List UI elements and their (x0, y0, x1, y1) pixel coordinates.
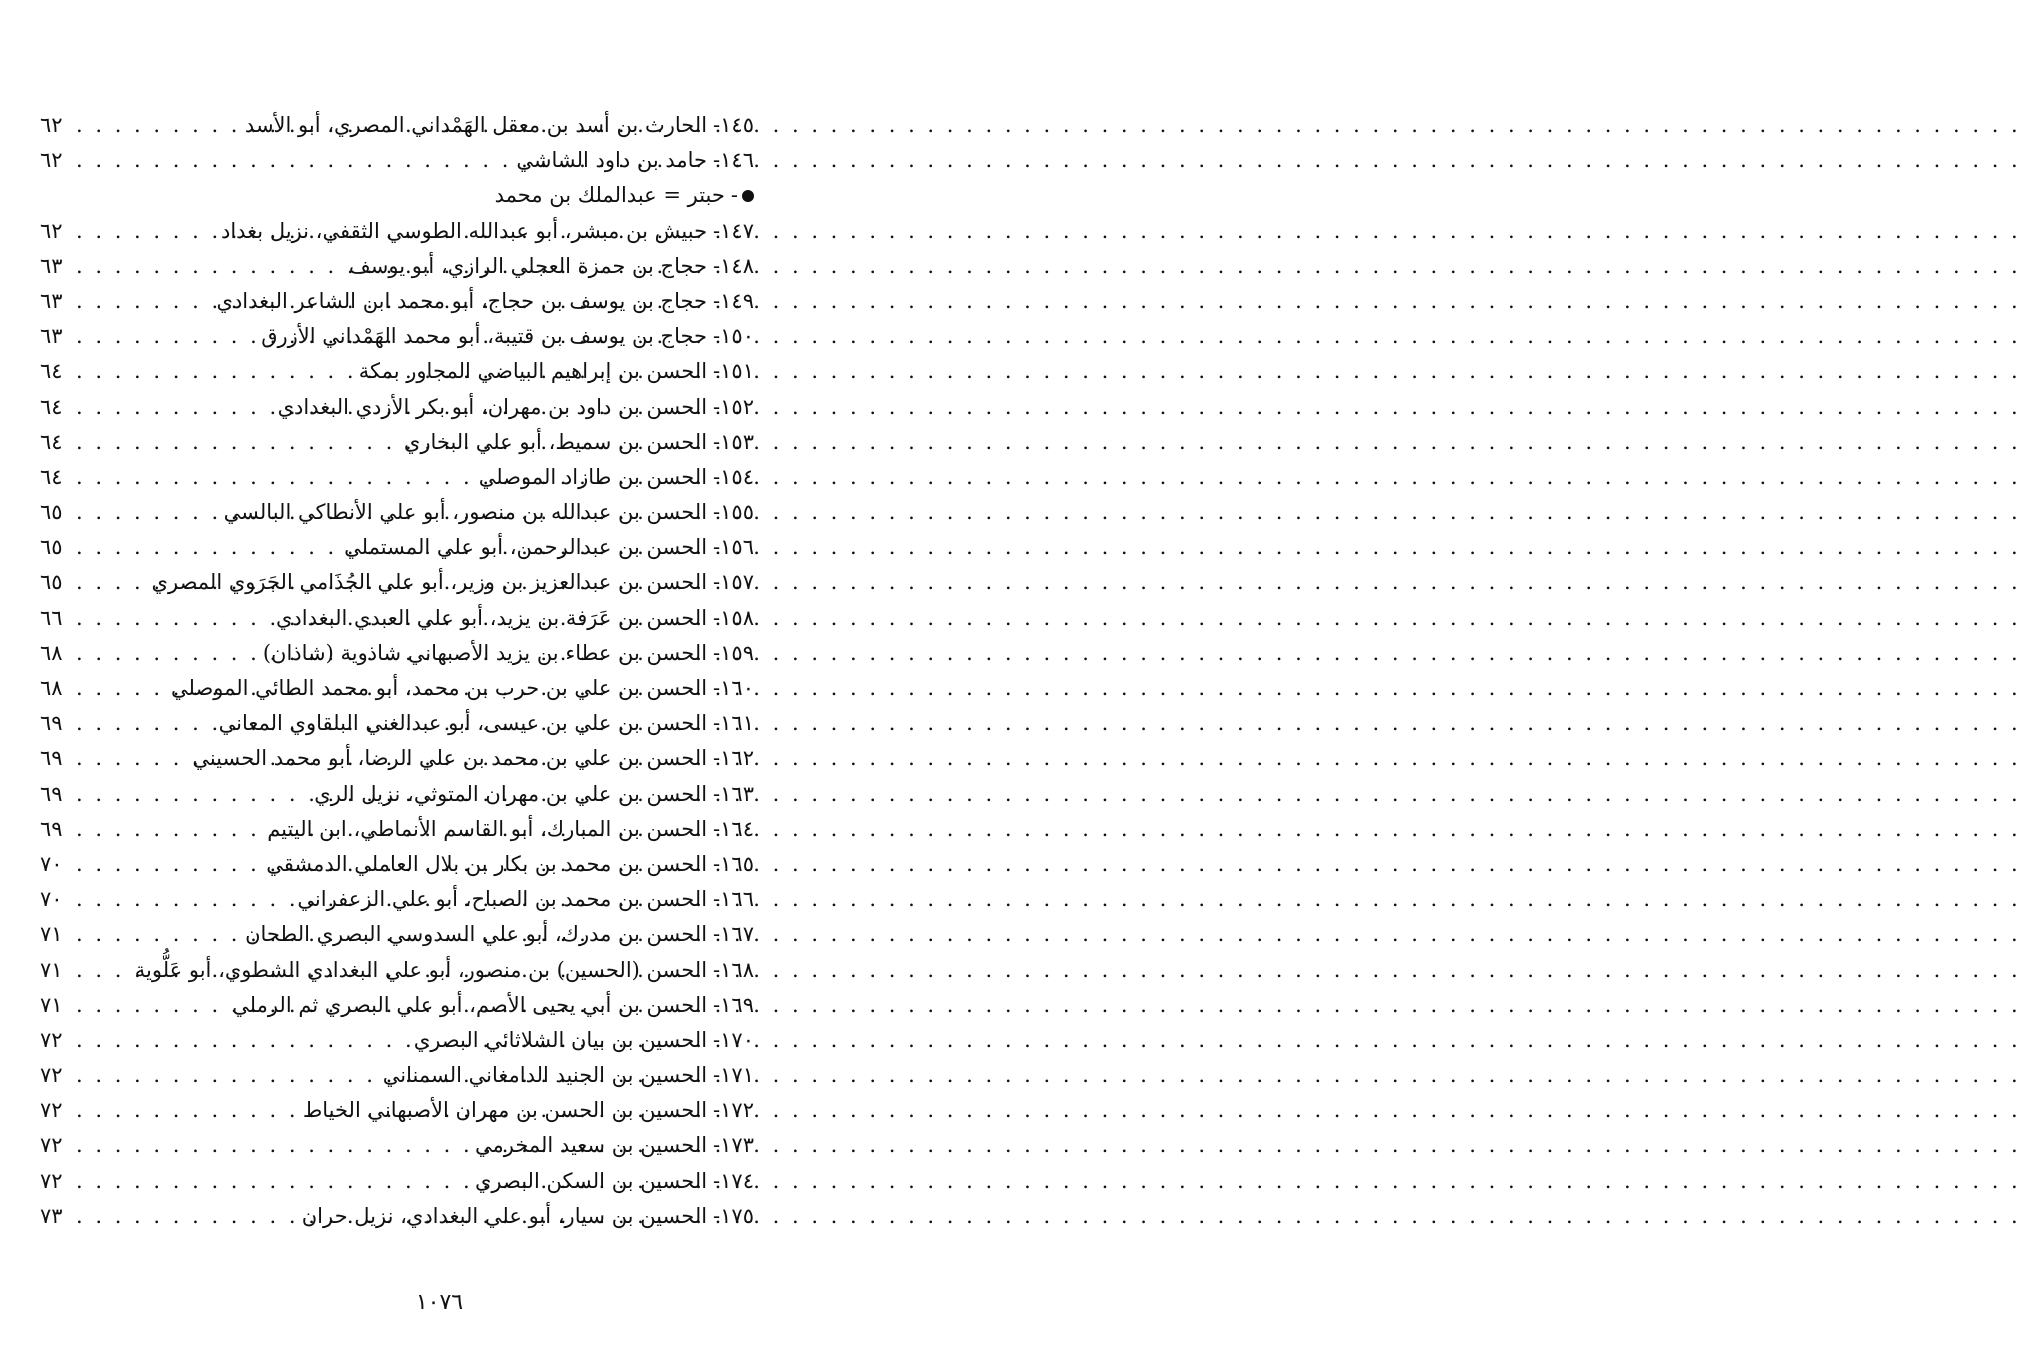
dot-leader (76, 214, 215, 249)
dot-leader (76, 143, 510, 178)
entry-page-number: ٦٢ (40, 113, 63, 137)
toc-entry (40, 249, 754, 284)
entry-page-number: ٧١ (40, 922, 63, 947)
dot-leader (76, 953, 129, 988)
entry-title: الحسين بن سعيد المخرمي (474, 1133, 708, 1158)
entry-title: الحسن بن علي بن مهران المتوثي، نزيل الري (314, 781, 708, 806)
entry-page-number: ٦٣ (40, 324, 63, 349)
entry-number: ١٥٥- (713, 500, 754, 525)
entry-title: الحسن (الحسين) بن منصور، أبو علي البغدادي الشطوي، أبو عَلُّوية (134, 957, 708, 982)
toc-entry (40, 143, 754, 178)
entry-number: ١٦٢- (713, 746, 754, 771)
toc-entry (40, 319, 754, 354)
entry-title: الحسن بن داود بن مهران، أبو بكر الأزدي البغدادي (277, 394, 708, 419)
entry-number: ١٤٧- (713, 218, 754, 243)
entry-number: ١٥٩- (713, 640, 754, 665)
entry-title: الحسين بن الحسن بن مهران الأصبهاني الخياط (302, 1098, 708, 1123)
entry-page-number: ٦٨ (40, 676, 63, 700)
toc-entry (40, 1128, 754, 1163)
document-page (0, 0, 879, 1371)
entry-page-number: ٦٣ (40, 288, 63, 313)
entry-page-number: ٦٨ (40, 640, 63, 665)
dot-leader (76, 1023, 408, 1058)
entry-title: الحسن بن محمد بن بكار بن بلال العاملي الدمشقي (266, 851, 708, 876)
entry-number: ١٥٨- (713, 605, 754, 630)
entry-dash: - (730, 183, 738, 208)
bullet-icon (742, 190, 754, 202)
toc-entry (40, 882, 754, 917)
dot-leader (76, 1128, 469, 1163)
entry-number: ١٦٤- (713, 816, 754, 841)
entry-number: ١٤٩- (713, 288, 754, 313)
entry-page-number: ٧٠ (40, 851, 63, 876)
entry-title: الحسن بن طازاد الموصلي (478, 464, 708, 489)
dot-leader (76, 390, 272, 425)
entry-page-number: ٧٢ (40, 1133, 63, 1158)
entry-page-number: ٦٢ (40, 148, 63, 173)
entry-number: ١٦٣- (713, 781, 754, 806)
entry-number: ١٧٥- (713, 1203, 754, 1228)
toc-entry (40, 1093, 754, 1128)
entry-page-number: ٧٢ (40, 1027, 63, 1052)
dot-leader (76, 636, 257, 671)
toc-entry (40, 108, 754, 143)
entry-title: حبيش بن مبشر، أبو عبدالله الطوسي الثقفي، نزيل بغداد (220, 218, 708, 243)
dot-leader (76, 1093, 297, 1128)
entry-title: الحسن بن علي بن محمد بن علي الرضا، أبو محمد الحسيني (192, 746, 708, 771)
toc-entry (40, 812, 754, 847)
entry-number: ١٥٤- (713, 464, 754, 489)
toc-entry (40, 706, 754, 741)
entry-page-number: ٦٩ (40, 781, 63, 806)
entry-number: ١٤٨- (713, 253, 754, 278)
entry-page-number: ٦٥ (40, 570, 63, 595)
entry-page-number: ٦٩ (40, 746, 63, 771)
dot-leader (76, 319, 255, 354)
toc-entry (40, 530, 754, 565)
entry-title: الحارث بن أسد بن معقل الهَمْداني المصري، أبو الأسد (244, 113, 708, 137)
entry-page-number: ٧١ (40, 992, 63, 1017)
entry-title: حجاج بن يوسف بن قتيبة، أبو محمد الهَمْداني الأزرق (261, 324, 708, 349)
entry-page-number: ٦٥ (40, 535, 63, 560)
toc-entry (40, 777, 754, 812)
dot-leader (76, 284, 211, 319)
dot-leader (76, 847, 260, 882)
dot-leader (76, 671, 165, 706)
entry-title: الحسن بن عَرَفة بن يزيد، أبو علي العبدي البغدادي (275, 605, 708, 630)
entry-number: ١٥٠- (713, 324, 754, 349)
dot-leader (76, 1164, 469, 1199)
dot-leader (76, 741, 186, 776)
dot-leader (76, 882, 291, 917)
entry-page-number: ٦٢ (40, 218, 63, 243)
entry-number: ١٦٥- (713, 851, 754, 876)
toc-entry (40, 1023, 754, 1058)
entry-title: الحسن بن المبارك، أبو القاسم الأنماطي، ابن اليتيم (267, 816, 708, 841)
dot-leader (76, 1199, 296, 1234)
entry-title: حامد بن داود الشاشي (516, 148, 708, 173)
entry-page-number: ٦٣ (40, 253, 63, 278)
entry-title: الحسن بن إبراهيم البياضي المجاور بمكة (358, 359, 708, 384)
entry-title: الحسين بن بيان الشلاثائي البصري (413, 1027, 708, 1052)
dot-leader (76, 706, 213, 741)
entry-title: الحسن بن علي بن حرب بن محمد، أبو محمد الطائي الموصلي (171, 676, 708, 700)
entry-title: حبتر = عبدالملك بن محمد (494, 183, 725, 208)
entry-page-number: ٦٤ (40, 429, 63, 454)
entry-title: الحسين بن سيار، أبو علي البغدادي، نزيل حران (301, 1203, 708, 1228)
toc-entry (40, 917, 754, 952)
dot-leader (76, 108, 239, 143)
table-of-contents (40, 108, 754, 1234)
toc-entry (40, 214, 754, 249)
toc-entry (40, 1164, 754, 1199)
toc-entry (40, 425, 754, 460)
entry-number: ١٥٦- (713, 535, 754, 560)
toc-entry (40, 495, 754, 530)
entry-title: الحسين بن السكن البصري (474, 1168, 708, 1193)
entry-page-number: ٦٩ (40, 711, 63, 736)
toc-entry (40, 847, 754, 882)
entry-number: ١٦٨- (713, 957, 754, 982)
dot-leader (76, 530, 338, 565)
entry-number: ١٧٢- (713, 1098, 754, 1123)
dot-leader (76, 460, 473, 495)
entry-title: الحسن بن محمد بن الصباح، أبو علي الزعفراني (297, 887, 708, 912)
entry-number: ١٦٦- (713, 887, 754, 912)
entry-title: الحسن بن عطاء بن يزيد الأصبهاني شاذوية (شاذان) (262, 640, 708, 665)
entry-number: ١٥١- (713, 359, 754, 384)
dot-leader (76, 354, 353, 389)
dot-leader (76, 495, 218, 530)
entry-page-number: ٧٢ (40, 1168, 63, 1193)
entry-number: ١٦٠- (713, 676, 754, 700)
page-number: ١٠٧٦ (415, 1290, 464, 1315)
entry-title: الحسن بن عبدالله بن منصور، أبو علي الأنطاكي البالسي (223, 500, 708, 525)
entry-page-number: ٧٠ (40, 887, 63, 912)
toc-entry (40, 988, 754, 1023)
entry-page-number: ٦٤ (40, 464, 63, 489)
toc-entry (40, 284, 754, 319)
entry-page-number: ٧١ (40, 957, 63, 982)
dot-leader (76, 249, 343, 284)
entry-title: الحسن بن عبدالعزيز بن وزير، أبو علي الجُذَامي الجَرَوي المصري (151, 570, 708, 595)
entry-number: ١٦٧- (713, 922, 754, 947)
dot-leader (76, 425, 398, 460)
entry-title: الحسن بن سميط، أبو علي البخاري (403, 429, 708, 454)
toc-entry (40, 953, 754, 988)
toc-entry (40, 741, 754, 776)
entry-number: ١٦٩- (713, 992, 754, 1017)
entry-number: ١٧١- (713, 1063, 754, 1088)
entry-number: ١٥٣- (713, 429, 754, 454)
dot-leader (76, 565, 146, 600)
toc-entry (40, 390, 754, 425)
entry-page-number: ٧٢ (40, 1063, 63, 1088)
entry-page-number: ٦٦ (40, 605, 63, 630)
entry-page-number: ٦٥ (40, 500, 63, 525)
toc-entry (40, 671, 754, 706)
entry-number: ١٤٦- (713, 148, 754, 173)
entry-page-number: ٦٤ (40, 394, 63, 419)
dot-leader (76, 601, 270, 636)
dot-leader (76, 1058, 377, 1093)
entry-number: ١٧٤- (713, 1168, 754, 1193)
toc-entry (40, 1058, 754, 1093)
toc-entry (40, 1199, 754, 1234)
entry-title: حجاج بن حمزة العجلي الرازي، أبو يوسف (349, 253, 708, 278)
entry-number: ١٥٧- (713, 570, 754, 595)
entry-title: حجاج بن يوسف بن حجاج، أبو محمد ابن الشاعر البغدادي (216, 288, 708, 313)
toc-entry (40, 636, 754, 671)
entry-page-number: ٧٣ (40, 1203, 63, 1228)
dot-leader (76, 777, 308, 812)
entry-number: ١٧٣- (713, 1133, 754, 1158)
dot-leader (76, 988, 226, 1023)
entry-title: الحسن بن مدرك، أبو علي السدوسي البصري الطحان (245, 922, 708, 947)
entry-number: ١٦١- (713, 711, 754, 736)
entry-number: ١٤٥- (713, 113, 754, 137)
toc-entry (40, 565, 754, 600)
entry-title: الحسين بن الجنيد الدامغاني السمناني (382, 1063, 708, 1088)
toc-entry (40, 354, 754, 389)
entry-number: ١٧٠- (713, 1027, 754, 1052)
entry-title: الحسن بن أبي يحيى الأصم، أبو علي البصري ثم الرملي (232, 992, 708, 1017)
toc-entry (40, 460, 754, 495)
dot-leader (76, 917, 239, 952)
entry-number: ١٥٢- (713, 394, 754, 419)
entry-page-number: ٦٤ (40, 359, 63, 384)
entry-page-number: ٧٢ (40, 1098, 63, 1123)
dot-leader (76, 812, 261, 847)
entry-page-number: ٦٩ (40, 816, 63, 841)
entry-title: الحسن بن عبدالرحمن، أبو علي المستملي (344, 535, 708, 560)
entry-title: الحسن بن علي بن عيسى، أبو عبدالغني البلقاوي المعاني (218, 711, 708, 736)
toc-entry (40, 601, 754, 636)
cross-reference-entry (40, 178, 754, 213)
